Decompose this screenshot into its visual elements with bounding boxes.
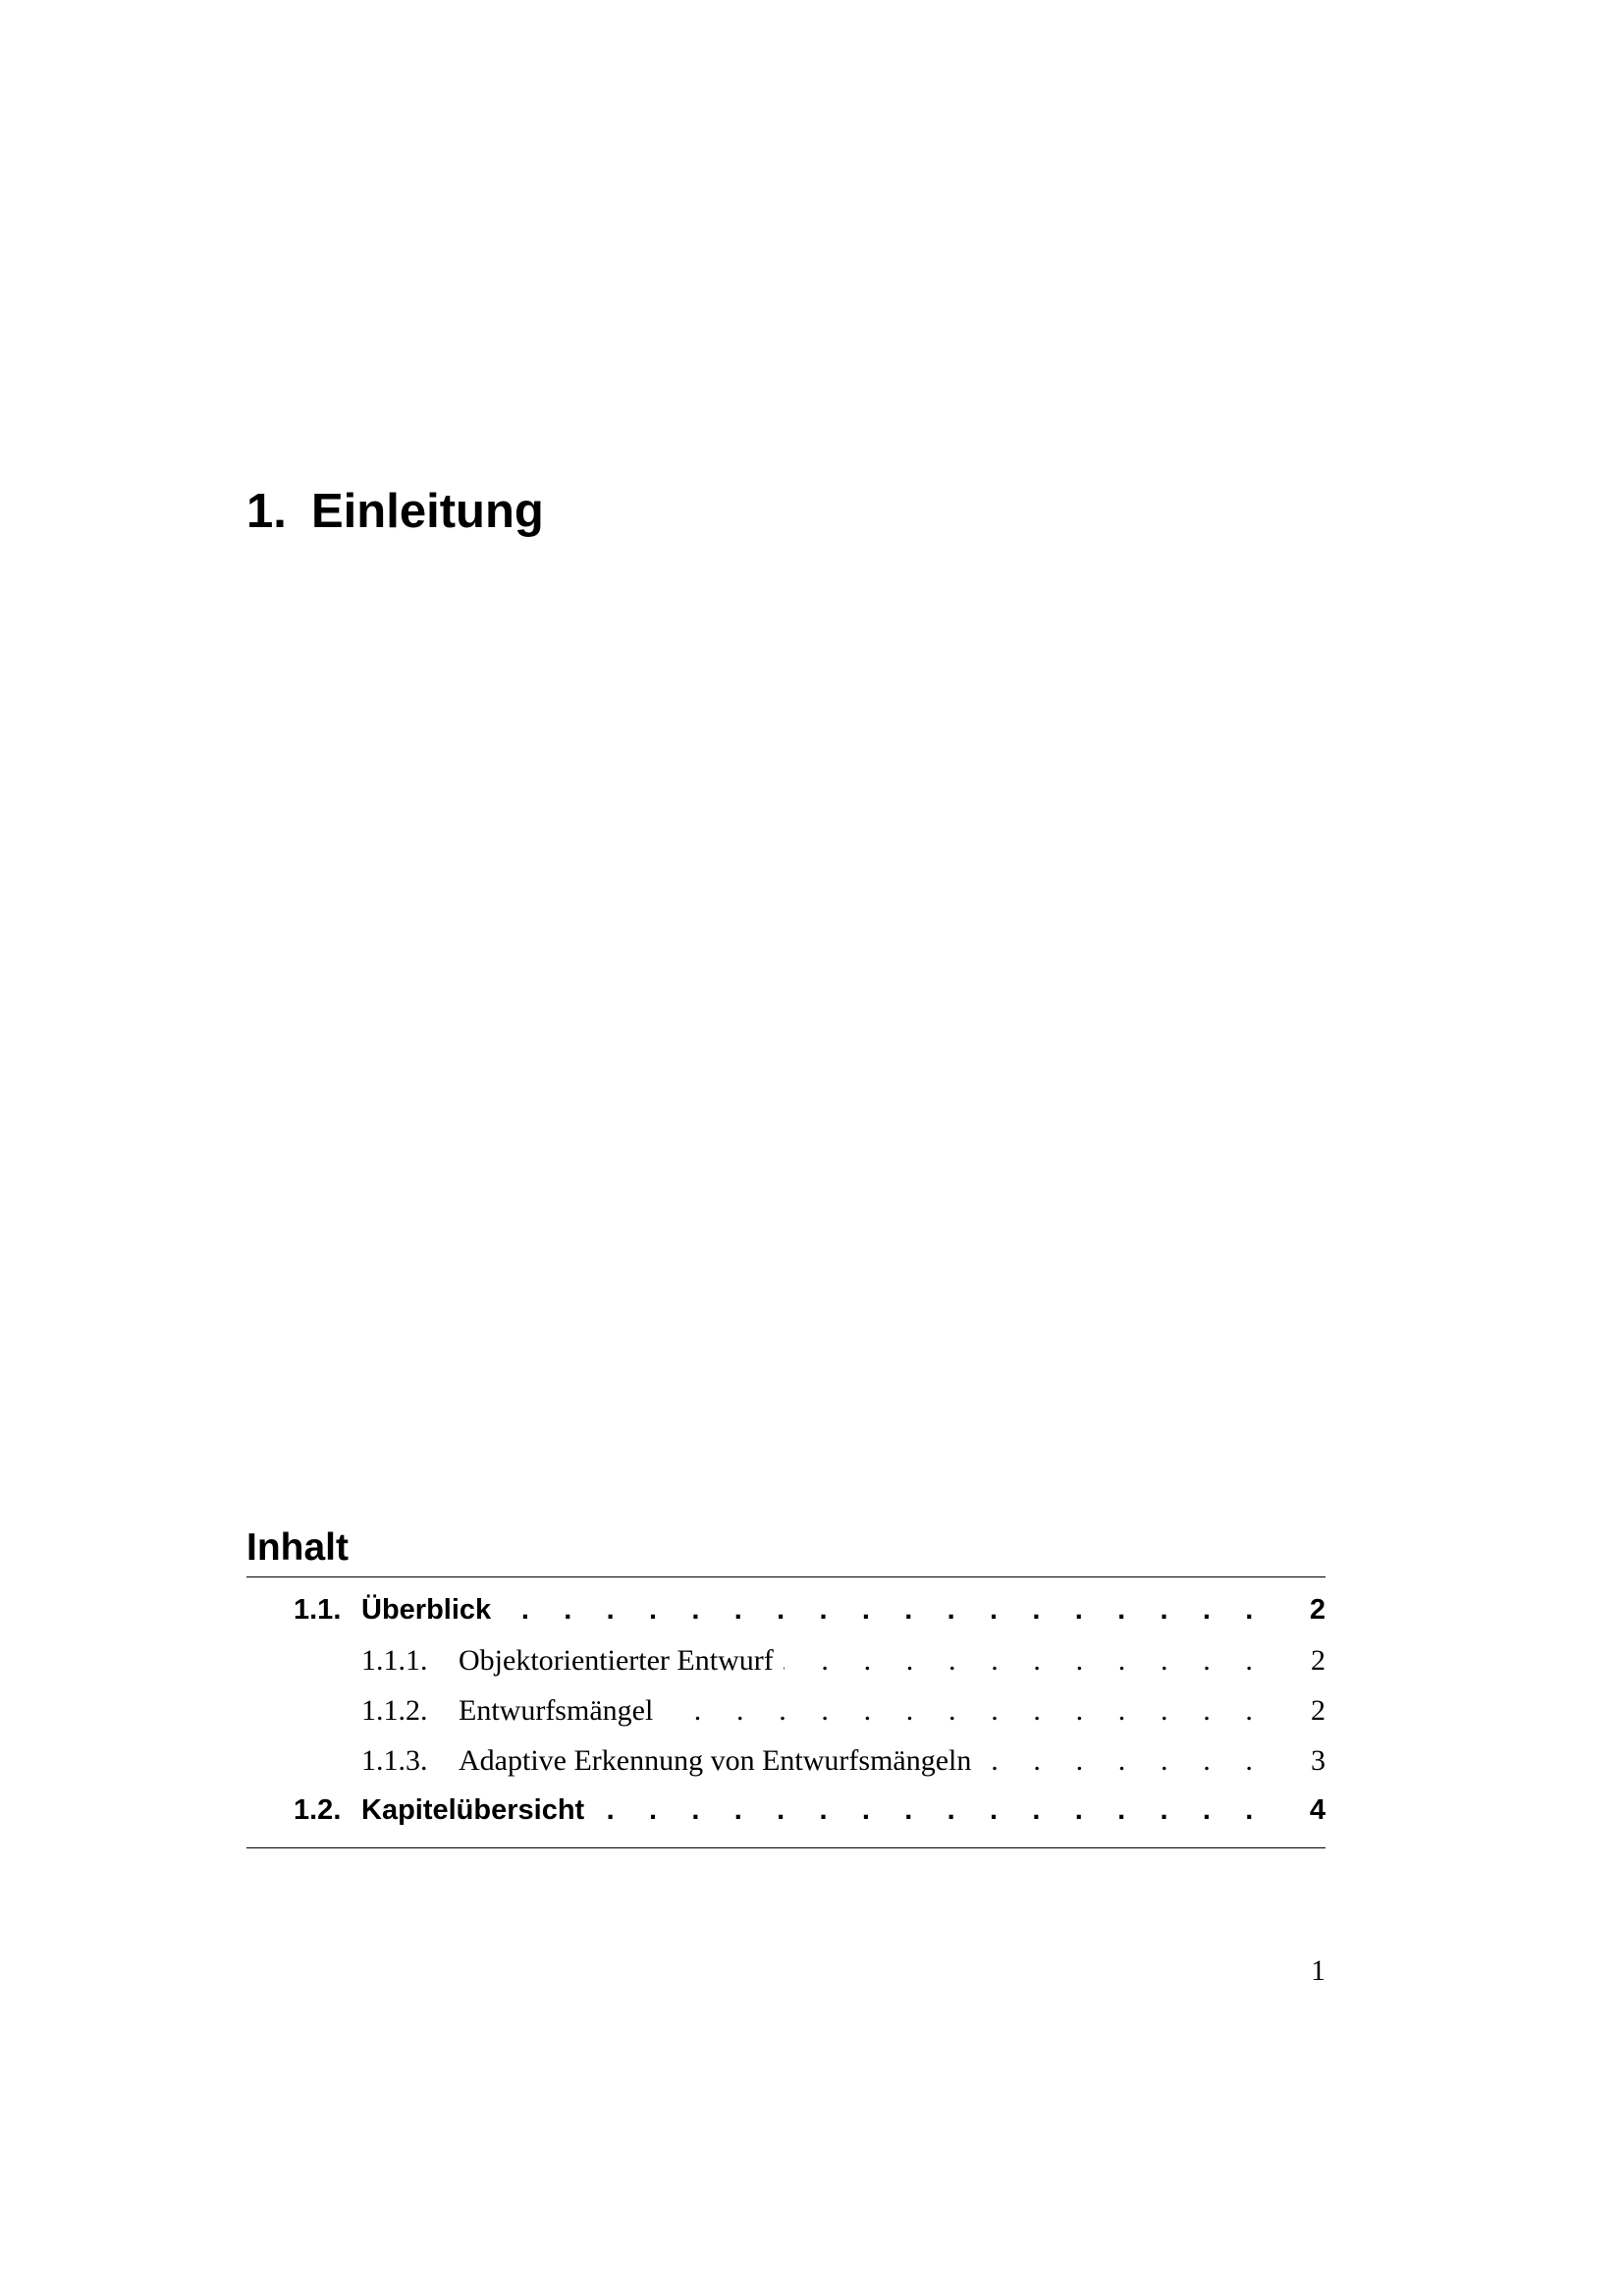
toc-entry-number: 1.1.2. [361, 1693, 428, 1727]
toc-entry-ueberblick[interactable] [246, 1585, 1326, 1635]
toc-dot-leader [981, 1743, 1267, 1779]
toc-dot-leader [501, 1593, 1267, 1628]
chapter-number: 1. [246, 484, 287, 538]
toc-list [246, 1577, 1326, 1847]
toc-dot-leader [594, 1793, 1267, 1828]
toc-entry-title: Überblick [361, 1594, 492, 1626]
toc-entry-adaptive-erkennung[interactable] [246, 1735, 1326, 1786]
chapter-title [246, 482, 544, 541]
toc-entry-page: 2 [1311, 1643, 1326, 1677]
toc-entry-number: 1.2. [294, 1794, 342, 1826]
toc-entry-kapiteluebersicht[interactable] [246, 1786, 1326, 1836]
toc-entry-number: 1.1. [294, 1594, 342, 1626]
toc-entry-title: Entwurfsmängel [459, 1693, 654, 1727]
page-number: 1 [1311, 1954, 1326, 1987]
toc-entry-page: 3 [1311, 1743, 1326, 1777]
toc-dot-leader [663, 1693, 1267, 1729]
toc-entry-number: 1.1.3. [361, 1743, 428, 1777]
chapter-title-text: Einleitung [311, 484, 544, 538]
toc-entry-page: 2 [1309, 1594, 1326, 1626]
toc-entry-page: 4 [1309, 1794, 1326, 1826]
toc-bottom-rule [246, 1847, 1326, 1848]
toc-heading: Inhalt [246, 1526, 349, 1569]
toc-entry-title: Kapitelübersicht [361, 1794, 585, 1826]
toc-entry-title: Adaptive Erkennung von Entwurfsmängeln [459, 1743, 972, 1777]
toc-entry-number: 1.1.1. [361, 1643, 428, 1677]
toc-entry-page: 2 [1311, 1693, 1326, 1727]
toc-entry-entwurfsmaengel[interactable] [246, 1685, 1326, 1735]
toc-dot-leader [784, 1643, 1267, 1679]
toc-entry-objektorientierter-entwurf[interactable] [246, 1635, 1326, 1685]
table-of-contents [246, 1523, 1326, 1848]
toc-entry-title: Objektorientierter Entwurf [459, 1643, 774, 1677]
